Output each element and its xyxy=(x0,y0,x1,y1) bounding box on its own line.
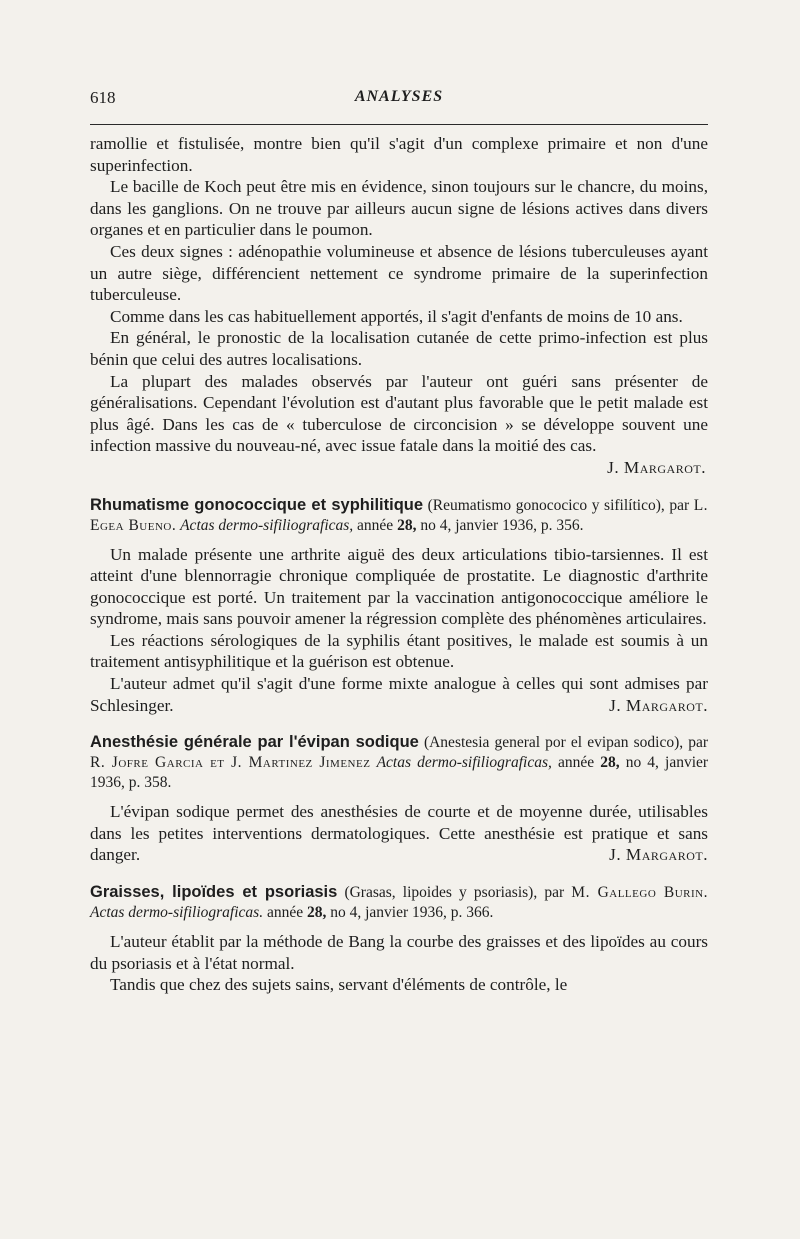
paragraph: La plupart des malades observés par l'auteur ont guéri sans présenter de généralisations. Cependant l'évolution est d'autant plus favorable que le petit malade est plus âgé. Dans les cas de « tuberculose de circoncision » se développe souvent une infection massive du nouveau-né, avec issue fatale dans la moitié des cas. xyxy=(90,371,708,456)
article-body xyxy=(90,133,708,996)
journal: Actas dermo-sifiliograficas, xyxy=(376,754,552,772)
page xyxy=(90,88,708,996)
journal: Actas dermo-sifiliograficas. xyxy=(90,904,264,922)
paragraph: Comme dans les cas habituellement apportés, il s'agit d'enfants de moins de 10 ans. xyxy=(110,306,683,326)
entry-title: Anesthésie générale par l'évipan sodique xyxy=(90,733,419,752)
continued-abstract xyxy=(90,133,708,479)
paragraph: L'auteur établit par la méthode de Bang la courbe des graisses et des lipoïdes au cours du psoriasis et à l'état normal. xyxy=(90,932,708,973)
paragraph: Le bacille de Koch peut être mis en évidence, sinon toujours sur le chancre, du moins, dans les ganglions. On ne trouve par ailleurs aucun signe de lésions actives dans divers organes et en particulier dans le poumon. xyxy=(90,177,708,240)
signature: J. Margarot. xyxy=(609,695,708,715)
entry-heading: Anesthésie générale par l'évipan sodique (Anestesia general por el evipan sodico), par R. Jofre Garcia et J. Martinez Jimenez Actas dermo-sifiliograficas, année 28, no 4, janvier 1936, p. 358. xyxy=(90,733,709,792)
abstract-entry xyxy=(90,882,708,996)
authors: R. Jofre Garcia et J. Martinez Jimenez xyxy=(90,754,371,772)
paragraph: ramollie et fistulisée, montre bien qu'il s'agit d'un complexe primaire et non d'une superinfection. xyxy=(90,134,708,175)
entry-heading: Graisses, lipoïdes et psoriasis (Grasas, lipoides y psoriasis), par M. Gallego Burin. Actas dermo-sifiliograficas. année 28, no 4, janvier 1936, p. 366. xyxy=(90,883,708,922)
authors: M. Gallego Burin. xyxy=(571,884,708,902)
original-title: (Grasas, lipoides y psoriasis), xyxy=(344,884,538,902)
abstract-entry xyxy=(90,495,708,717)
paragraph: Ces deux signes : adénopathie volumineuse et absence de lésions tuberculeuses ayant un autre siège, différencient nettement ce syndrome primaire de la superinfection tuberculeuse. xyxy=(90,241,708,305)
paragraph: Un malade présente une arthrite aiguë des deux articulations tibio-tarsiennes. Il est atteint d'une blennorragie chronique compliquée de prostatite. Le diagnostic d'arthrite gonococcique est porté. Un traitement par la vaccination antigonococcique améliore le syndrome, mais sans pouvoir amener la régression complète des phénomènes articulaires. xyxy=(90,544,708,629)
paragraph: En général, le pronostic de la localisation cutanée de cette primo-infection est plus bénin que celui des autres localisations. xyxy=(90,328,708,369)
entry-title: Rhumatisme gonococcique et syphilitique xyxy=(90,495,424,514)
abstract-entry xyxy=(90,732,708,866)
authors: L. Egea Bueno. xyxy=(90,496,709,534)
page-number: 618 xyxy=(90,88,116,107)
paragraph: L'auteur admet qu'il s'agit d'une forme mixte analogue à celles qui sont admises par Schlesinger. J. Margarot. xyxy=(90,674,708,715)
paragraph: Les réactions sérologiques de la syphilis étant positives, le malade est soumis à un traitement antisyphilitique et la guérison est obtenue. xyxy=(90,630,708,672)
original-title: (Reumatismo gonococico y sifilítico), xyxy=(427,496,665,514)
page-header xyxy=(90,88,708,114)
paragraph: L'évipan sodique permet des anesthésies de courte et de moyenne durée, utilisables dans les petites interventions dermatologiques. Cette anesthésie est pratique et sans danger. J. Margarot. xyxy=(90,802,708,865)
signature: J. Margarot. xyxy=(609,845,708,865)
entry-heading: Rhumatisme gonococcique et syphilitique (Reumatismo gonococico y sifilítico), par L. Egea Bueno. Actas dermo-sifiliograficas, année 28, no 4, janvier 1936, p. 356. xyxy=(90,495,709,534)
running-title: ANALYSES xyxy=(354,88,444,105)
original-title: (Anestesia general por el evipan sodico), xyxy=(423,734,684,752)
paragraph: Tandis que chez des sujets sains, servant d'éléments de contrôle, le xyxy=(110,975,568,995)
entry-title: Graisses, lipoïdes et psoriasis xyxy=(90,883,338,902)
signature: J. Margarot. xyxy=(607,457,706,477)
header-rule xyxy=(90,124,708,125)
journal: Actas dermo-sifiliograficas, xyxy=(180,516,354,534)
